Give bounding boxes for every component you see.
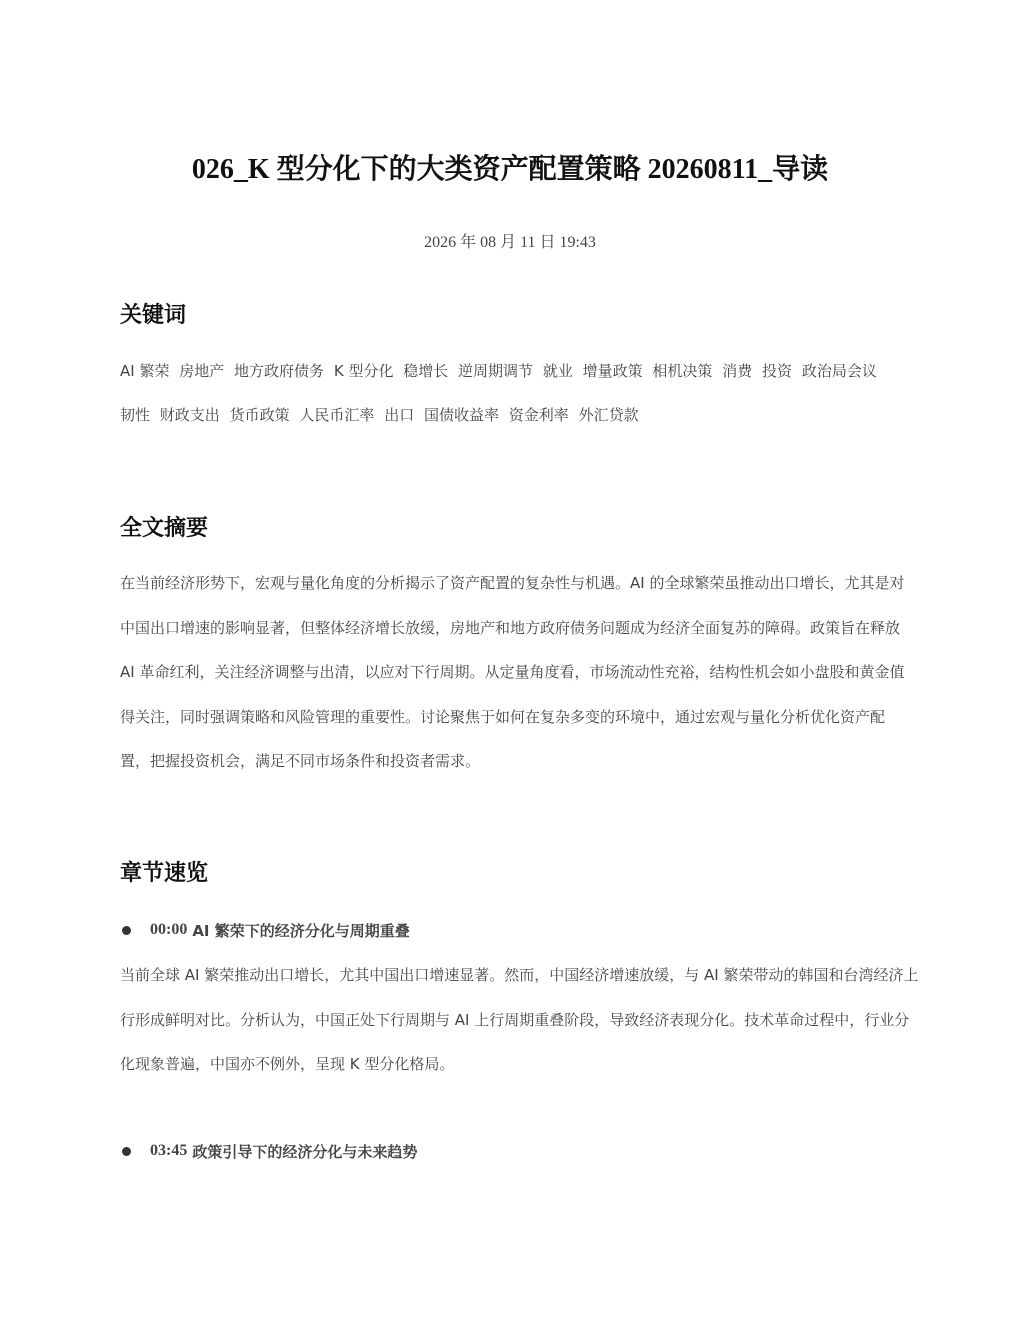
keyword-tag: 就业	[542, 362, 573, 380]
document-title: 026_K 型分化下的大类资产配置策略 20260811_导读	[191, 154, 829, 185]
keyword-tag: 外汇贷款	[578, 406, 639, 424]
keyword-tag: 资金利率	[508, 406, 569, 424]
keyword-tag: 地方政府债务	[234, 362, 325, 380]
keyword-tag: AI 繁荣	[120, 362, 170, 380]
chapter-timestamp[interactable]: 03:45	[150, 1142, 188, 1159]
keywords-list	[120, 349, 910, 437]
document-date: 2026 年 08 月 11 日 19:43	[424, 234, 596, 251]
keyword-tag: 消费	[722, 362, 753, 380]
keyword-tag: 逆周期调节	[458, 362, 534, 380]
chapter-item-2	[120, 1137, 910, 1165]
keyword-tag: 韧性	[120, 406, 151, 424]
keyword-tag: 人民币汇率	[299, 406, 375, 424]
chapter-title: AI 繁荣下的经济分化与周期重叠	[192, 921, 410, 940]
chapter-timestamp[interactable]: 00:00	[150, 921, 188, 938]
keyword-tag: 相机决策	[652, 362, 713, 380]
keyword-tag: 增量政策	[582, 362, 643, 380]
keyword-tag: 房地产	[179, 362, 225, 380]
keywords-heading: 关键词	[120, 303, 187, 328]
keyword-tag: K 型分化	[333, 362, 394, 380]
bullet-icon	[122, 1147, 131, 1156]
bullet-icon	[122, 926, 131, 935]
keyword-tag: 政治局会议	[801, 362, 877, 380]
keyword-tag: 财政支出	[159, 406, 220, 424]
keyword-tag: 稳增长	[403, 362, 449, 380]
keyword-tag: 投资	[762, 362, 793, 380]
chapter-item-1	[120, 916, 910, 944]
summary-heading: 全文摘要	[120, 516, 209, 541]
chapter-title: 政策引导下的经济分化与未来趋势	[192, 1142, 418, 1161]
keyword-tag: 国债收益率	[423, 406, 499, 424]
document-page	[120, 0, 920, 1320]
summary-text: 在当前经济形势下，宏观与量化角度的分析揭示了资产配置的复杂性与机遇。AI 的全球繁荣虽推动出口增长，尤其是对中国出口增速的影响显著，但整体经济增长放缓，房地产和地方政府债务问题成为经济全面复苏的障碍。政策旨在释放 AI 革命红利，关注经济调整与出清，以应对下行周期。从定量角度看，市场流动性充裕，结构性机会如小盘股和黄金值得关注，同时强调策略和风险管理的重要性。讨论聚焦于如何在复杂多变的环境中，通过宏观与量化分析优化资产配置，把握投资机会，满足不同市场条件和投资者需求。	[120, 574, 905, 770]
chapter-body: 当前全球 AI 繁荣推动出口增长，尤其中国出口增速显著。然而，中国经济增速放缓，与 AI 繁荣带动的韩国和台湾经济上行形成鲜明对比。分析认为，中国正处下行周期与 AI 上行周期重叠阶段，导致经济表现分化。技术革命过程中，行业分化现象普遍，中国亦不例外，呈现 K 型分化格局。	[120, 966, 919, 1073]
keyword-tag: 出口	[384, 406, 415, 424]
chapters-heading: 章节速览	[120, 861, 209, 886]
keyword-tag: 货币政策	[229, 406, 290, 424]
